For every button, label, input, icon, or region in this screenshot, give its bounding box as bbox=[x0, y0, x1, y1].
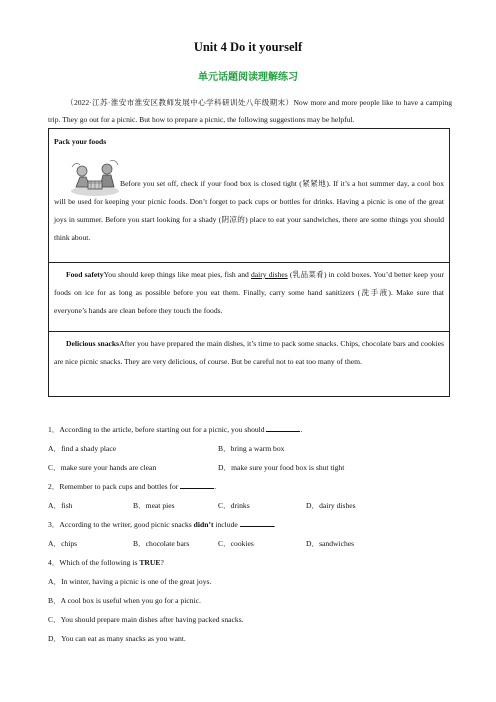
answer-blank bbox=[180, 481, 217, 491]
stem-end: . bbox=[214, 482, 217, 491]
question-stem-cont: ? bbox=[160, 558, 164, 567]
q1-option-d: D．make sure your food box is shut tight bbox=[218, 463, 345, 472]
q1-option-c: C．make sure your hands are clean bbox=[48, 463, 157, 472]
q3-option-c: C．cookies bbox=[218, 539, 254, 548]
section-heading: Deliciou bbox=[66, 339, 93, 348]
question-4 bbox=[48, 557, 164, 569]
q4-option-c: C．You should prepare main dishes after having packed snacks. bbox=[48, 615, 244, 624]
intro-paragraph: （2022·江苏·淮安市淮安区教师发展中心学科研训处八年级期末）Now more and more people like to have a camping trip. They go out for a picnic. But how to prepare a picnic, the following suggestions may be helpful. bbox=[48, 98, 452, 124]
answer-blank bbox=[266, 424, 303, 434]
question-stem: 2．Remember to pack cups and bottles for bbox=[48, 482, 179, 491]
question-stem: 4．Which of the following is bbox=[48, 558, 140, 567]
question-stem: 1．According to the article, before starting out for a picnic, you should bbox=[48, 425, 265, 434]
section-text: Before you set off, check if your food box is closed tight (紧紧地). If it’s a hot summer day, a cool box will be used for keeping your picnic foods. Don’t forget to pack cups or bottles for drinks. Having a picnic is one of the great joys in summer. Before you start looking for a shady (阴凉的) place to eat your sandwiches, there are some things you should think about. bbox=[54, 179, 444, 242]
underlined-phrase: dairy dishes bbox=[250, 270, 288, 279]
q3-option-a: A．chips bbox=[48, 539, 78, 548]
stem-end: . bbox=[300, 425, 303, 434]
section-food-safety bbox=[48, 263, 450, 332]
q4-option-a: A．In winter, having a picnic is one of the great joys. bbox=[48, 577, 212, 586]
q2-option-d: D．dairy dishes bbox=[306, 501, 356, 510]
q3-option-b: B．chocolate bars bbox=[133, 539, 190, 548]
section-pack-your-foods bbox=[48, 128, 450, 263]
question-stem: 3．According to the writer, good picnic snacks bbox=[48, 520, 194, 529]
stem-end: . bbox=[273, 520, 276, 529]
section-heading-cont: s snacks bbox=[92, 339, 120, 348]
page-subtitle: 单元话题阅读理解练习 bbox=[198, 72, 298, 83]
q1-option-a: A．find a shady place bbox=[48, 444, 117, 453]
question-1 bbox=[48, 424, 302, 436]
section-heading: Pack your foods bbox=[54, 137, 107, 146]
section-heading: Food safety bbox=[66, 270, 104, 279]
question-stem-bold: TRUE bbox=[139, 558, 161, 567]
section-text: After you have prepared the main dishes, it’s time to pack some snacks. Chips, chocolate bars and cookies are nice picnic snacks. They are very delicious, of course. But be careful not to eat too many of them. bbox=[54, 339, 444, 366]
question-2 bbox=[48, 481, 216, 493]
picnic-illustration bbox=[70, 159, 120, 197]
section-delicious-snacks bbox=[48, 332, 450, 397]
q2-option-a: A．fish bbox=[48, 501, 73, 510]
page-title: Unit 4 Do it yourself bbox=[193, 40, 303, 54]
q1-option-b: B．bring a warm box bbox=[218, 444, 285, 453]
section-text: You should keep things like meat pies, fish and bbox=[103, 270, 251, 279]
question-stem-bold: didn’t bbox=[193, 520, 214, 529]
q4-option-b: B．A cool box is useful when you go for a picnic. bbox=[48, 596, 201, 605]
q2-option-b: B．meat pies bbox=[133, 501, 175, 510]
question-3 bbox=[48, 519, 276, 531]
section-text-cont: (乳品菜肴) in cold boxes. You’d better keep your foods on ice for as long as possible before you eat them. Finally, carry some hand sanitizers (洗手液). Make sure that everyone’s hands are clean before they touch the foods. bbox=[54, 270, 444, 315]
answer-blank bbox=[240, 519, 274, 527]
q4-option-d: D．You can eat as many snacks as you want. bbox=[48, 634, 186, 643]
q3-option-d: D．sandwiches bbox=[306, 539, 355, 548]
question-stem-cont: include bbox=[213, 520, 238, 529]
q2-option-c: C．drinks bbox=[218, 501, 250, 510]
